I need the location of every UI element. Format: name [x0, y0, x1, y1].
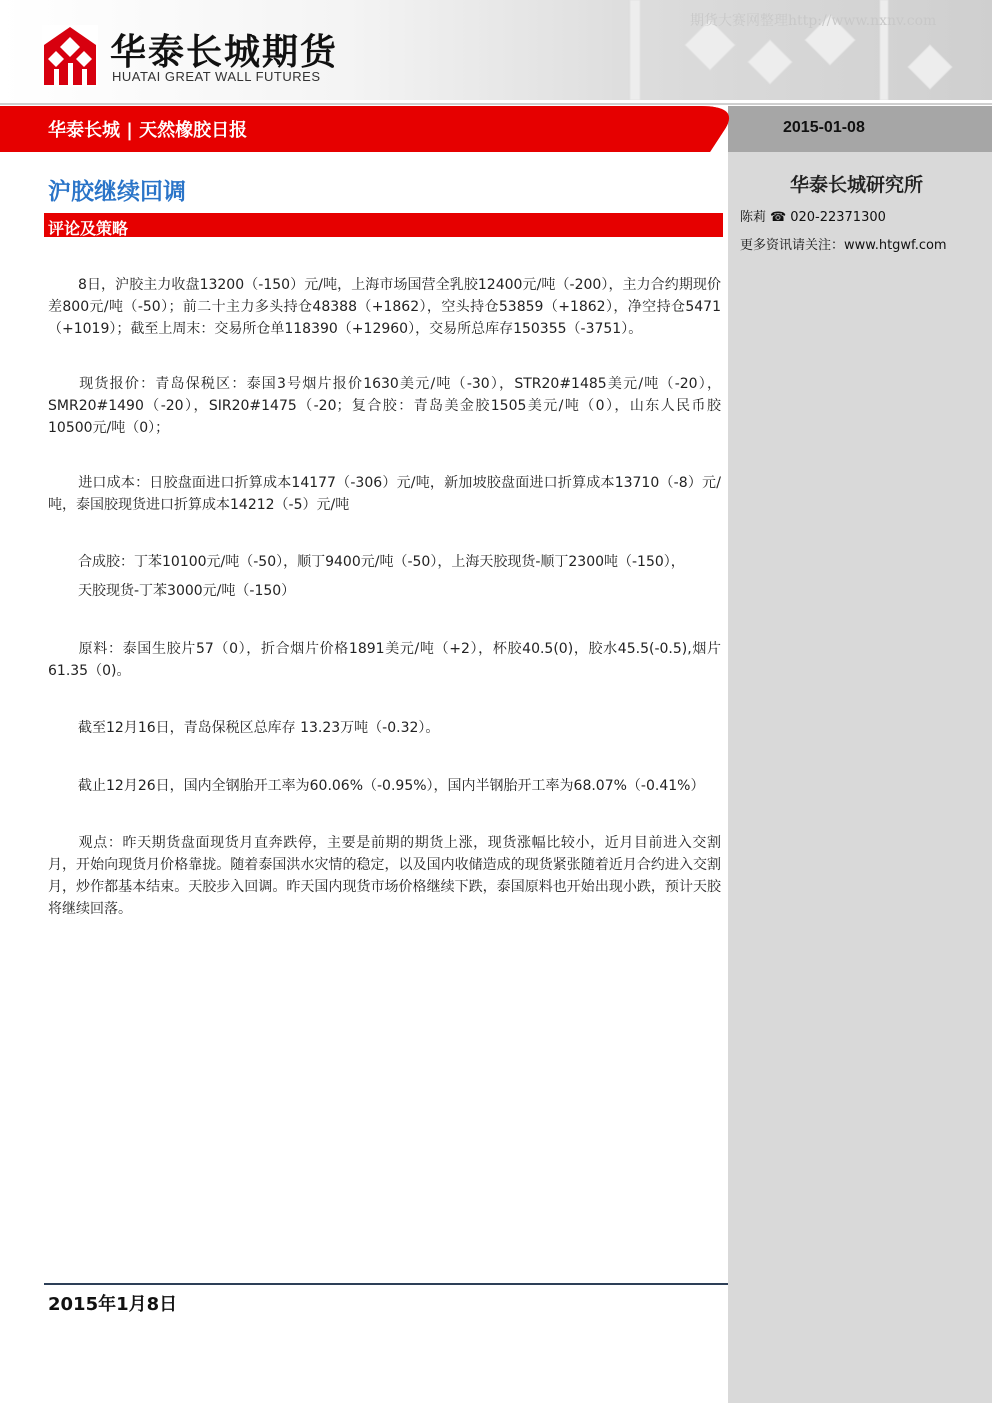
paragraph-raw-material [48, 638, 721, 682]
paragraph-text: 合成胶：丁苯10100元/吨（-50），顺丁9400元/吨（-50），上海天胶现货-顺丁2300吨（-150）， [78, 554, 685, 570]
paragraph-text: 原料：泰国生胶片57（0），折合烟片价格1891美元/吨（+2），杯胶40.5(0)，胶水45.5(-0.5),烟片61.35（0)。 [48, 641, 721, 679]
institute-name: 华泰长城研究所 [790, 174, 924, 196]
paragraph-text: 现货报价：青岛保税区：泰国3号烟片报价1630美元/吨（-30），STR20#1485美元/吨（-20），SMR20#1490（-20），SIR20#1475（-20；复合胶：青岛美金胶1505美元/吨（0），山东人民币胶10500元/吨（0）； [48, 376, 721, 436]
paragraph-synthetic-rubber-cont [48, 580, 721, 602]
report-title: 沪胶继续回调 [48, 179, 186, 205]
sidebar [728, 152, 992, 1403]
company-logo-icon [42, 25, 98, 87]
paragraph-import-cost [48, 472, 721, 516]
report-date: 2015-01-08 [783, 119, 865, 136]
paragraph-text: 截至12月16日，青岛保税区总库存 13.23万吨（-0.32）。 [78, 720, 440, 736]
paragraph-tire-operating-rate [48, 775, 721, 797]
analyst-phone: 020-22371300 [790, 210, 886, 225]
watermark-text: 期货大赛网整理http://www.nxnv.com [690, 13, 937, 29]
company-name-en: HUATAI GREAT WALL FUTURES [112, 69, 321, 84]
paragraph-text: 进口成本：日胶盘面进口折算成本14177（-306）元/吨，新加坡胶盘面进口折算成本13710（-8）元/吨，泰国胶现货进口折算成本14212（-5）元/吨 [48, 475, 721, 513]
paragraph-view [48, 832, 721, 920]
section-heading: 评论及策略 [48, 219, 129, 238]
paragraph-text: 截止12月26日，国内全钢胎开工率为60.06%（-0.95%），国内半钢胎开工率为68.07%（-0.41%） [78, 778, 705, 794]
analyst-contact [740, 206, 886, 225]
footer-divider [44, 1283, 728, 1285]
paragraph-spot-price [48, 373, 721, 439]
more-info-link[interactable]: 更多资讯请关注：www.htgwf.com [740, 238, 947, 253]
analyst-name: 陈莉 [740, 210, 767, 225]
banner-divider [0, 103, 992, 105]
paragraph-text: 观点：昨天期货盘面现货月直奔跌停，主要是前期的期货上涨，现货涨幅比较小，近月目前进入交割月，开始向现货月价格靠拢。随着泰国洪水灾情的稳定，以及国内收储造成的现货紧张随着近月合约进入交割月，炒作都基本结束。天胶步入回调。昨天国内现货市场价格继续下跌，泰国原料也开始出现小跌，预计天胶将继续回落。 [48, 835, 721, 917]
paragraph-text: 天胶现货-丁苯3000元/吨（-150） [78, 583, 296, 599]
paragraph-futures [48, 274, 721, 340]
paragraph-inventory [48, 717, 721, 739]
paragraph-synthetic-rubber [48, 551, 721, 573]
paragraph-text: 8日，沪胶主力收盘13200（-150）元/吨，上海市场国营全乳胶12400元/吨（-200），主力合约期现价差800元/吨（-50）；前二十主力多头持仓48388（+1862），空头持仓53859（+1862），净空持仓5471（+1019）；截至上周末：交易所仓单118390（+12960），交易所总库存150355（-3751）。 [48, 277, 721, 337]
telephone-icon: ☎ [770, 210, 787, 225]
company-name-cn: 华泰长城期货 [110, 32, 339, 73]
footer-date: 2015年1月8日 [48, 1294, 178, 1315]
section-bar [44, 213, 723, 237]
report-series-title: 华泰长城 | 天然橡胶日报 [48, 120, 248, 141]
